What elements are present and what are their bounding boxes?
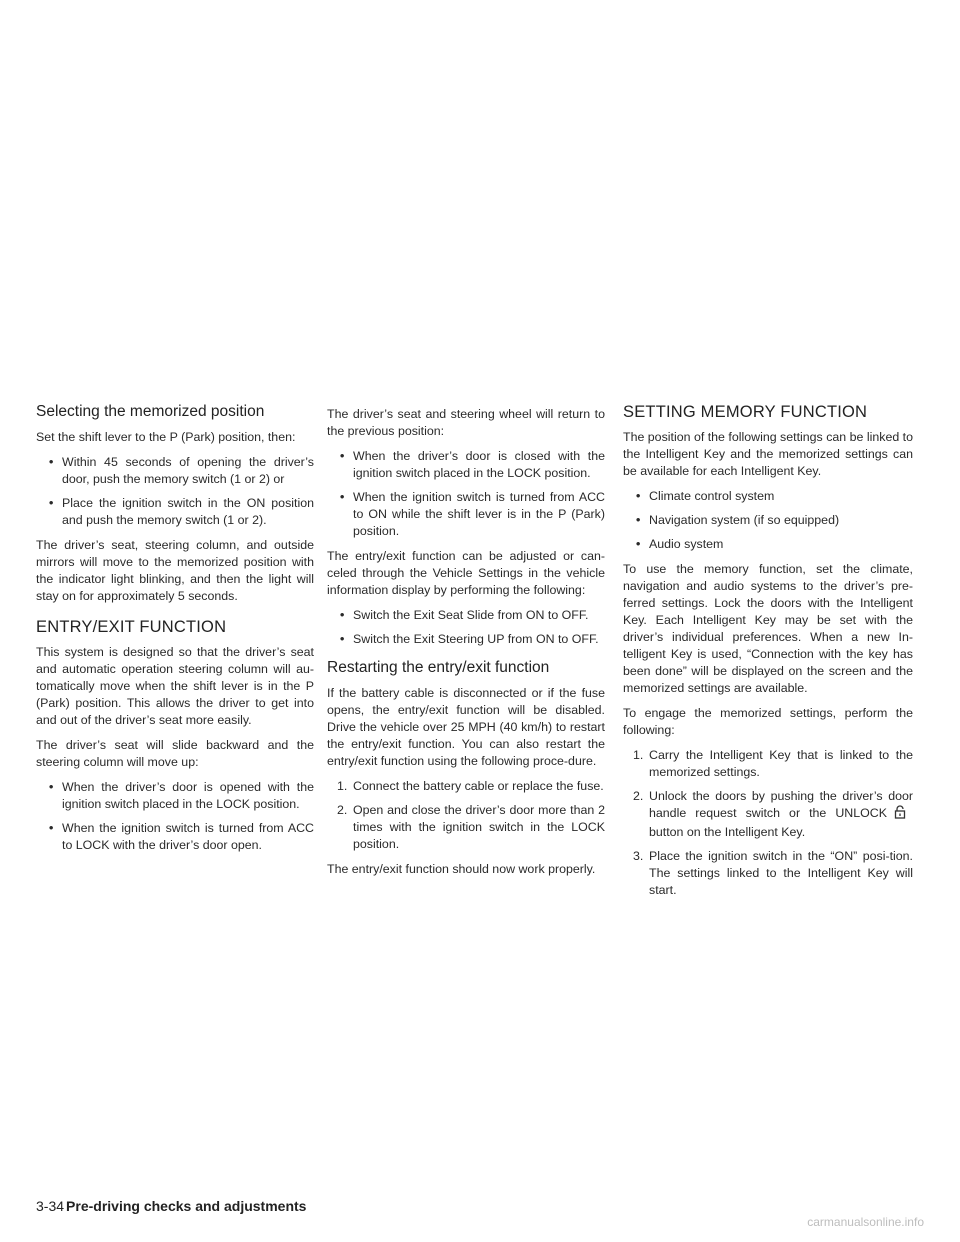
bullet-icon: •: [340, 608, 345, 622]
bullet-icon: •: [49, 821, 54, 835]
list-item: 2. Open and close the driver’s door more than 2 times with the ignition switch in the LOCK position.: [337, 803, 605, 851]
paragraph-use-memory: To use the memory function, set the climate, navigation and audio systems to the driver’s pre-ferred settings. Lock the doors with the Intelligent Key. Each Intelligent Key may be set with the driver’s individual preferences. When a new In-telligent Key is used, “Connection with the key has been done” will be displayed on the screen and the memorized settings are available.: [623, 562, 913, 695]
list-item: • When the ignition switch is turned from ACC to ON while the shift lever is in the P (Park) position.: [340, 490, 605, 538]
paragraph-work-properly: The entry/exit function should now work properly.: [327, 862, 596, 876]
paragraph-settings-linked: The position of the following settings can be linked to the Intelligent Key and the memorized settings can be available for each Intelligent Key.: [623, 430, 913, 478]
list-memory-settings: [623, 488, 913, 553]
list-slide-conditions: [36, 779, 314, 854]
paragraph-seat-slide: The driver’s seat will slide backward and the steering column will move up:: [36, 738, 314, 769]
list-item: • Within 45 seconds of opening the driver’s door, push the memory switch (1 or 2) or: [49, 455, 314, 486]
paragraph-battery-disconnected: If the battery cable is disconnected or if the fuse opens, the entry/exit function will be disabled. Drive the vehicle over 25 MPH (40 km/h) to restart the entry/exit function. You can also restart the entry/exit function using the following proce-dure.: [327, 686, 605, 768]
page-number: 3-34: [36, 1198, 65, 1214]
bullet-icon: •: [49, 496, 54, 510]
section-title: Pre-driving checks and adjustments: [66, 1198, 307, 1214]
list-restart-steps: [327, 778, 605, 853]
bullet-icon: •: [49, 455, 54, 469]
list-return-conditions: [327, 448, 605, 540]
list-adjust-steps: [327, 607, 605, 648]
list-item: • When the driver’s door is opened with the ignition switch placed in the LOCK position.: [49, 780, 314, 811]
list-item: • Place the ignition switch in the ON position and push the memory switch (1 or 2).: [49, 496, 314, 527]
list-item: • Switch the Exit Steering UP from ON to OFF.: [340, 632, 599, 646]
list-item: • Navigation system (if so equipped): [636, 513, 840, 527]
paragraph-system-designed: This system is designed so that the driver’s seat and automatic operation steering column will au-tomatically move when the shift lever is in the P (Park) position. This allows the driver to get into and out of the driver’s seat more easily.: [36, 645, 314, 727]
list-item: • When the driver’s door is closed with the ignition switch placed in the LOCK position.: [340, 449, 605, 480]
list-item: 2. Unlock the doors by pushing the driver’s door handle request switch or the UNLOCKbutton on the Intelligent Key.: [633, 789, 913, 839]
paragraph-shift-lever: Set the shift lever to the P (Park) position, then:: [36, 430, 296, 444]
bullet-icon: •: [340, 449, 345, 463]
paragraph-adjust-cancel: The entry/exit function can be adjusted or can-celed through the Vehicle Settings in the vehicle information display by performing the following:: [327, 549, 605, 597]
list-item: • Switch the Exit Seat Slide from ON to OFF.: [340, 608, 589, 622]
bullet-icon: •: [636, 489, 641, 503]
heading-restarting-entry-exit: Restarting the entry/exit function: [327, 659, 550, 676]
page-footer: [36, 1197, 306, 1215]
list-select-steps: [36, 454, 314, 529]
heading-selecting-memorized-position: Selecting the memorized position: [36, 403, 265, 420]
unlock-icon: [887, 805, 913, 824]
list-engage-steps: [623, 747, 913, 899]
heading-setting-memory-function: SETTING MEMORY FUNCTION: [623, 403, 868, 421]
column-left: [36, 402, 314, 862]
list-item: 1. Carry the Intelligent Key that is linked to the memorized settings.: [633, 748, 913, 779]
list-item: • When the ignition switch is turned from ACC to LOCK with the driver’s door open.: [49, 821, 314, 852]
list-item: 1. Connect the battery cable or replace the fuse.: [337, 779, 604, 793]
bullet-icon: •: [636, 537, 641, 551]
list-item: • Climate control system: [636, 489, 775, 503]
list-item: • Audio system: [636, 537, 724, 551]
watermark: carmanualsonline.info: [807, 1215, 924, 1229]
bullet-icon: •: [340, 632, 345, 646]
heading-entry-exit-function: ENTRY/EXIT FUNCTION: [36, 618, 227, 636]
list-item: 3. Place the ignition switch in the “ON” posi-tion. The settings linked to the Intelligent Key will start.: [633, 849, 913, 897]
paragraph-return-position: The driver’s seat and steering wheel will return to the previous position:: [327, 407, 605, 438]
paragraph-engage-settings: To engage the memorized settings, perform the following:: [623, 706, 913, 737]
column-middle: [327, 406, 605, 886]
bullet-icon: •: [49, 780, 54, 794]
paragraph-mirrors-move: The driver’s seat, steering column, and outside mirrors will move to the memorized position with the indicator light blinking, and then the light will stay on for approximately 5 seconds.: [36, 538, 314, 603]
bullet-icon: •: [340, 490, 345, 504]
bullet-icon: •: [636, 513, 641, 527]
column-right: [623, 402, 913, 907]
